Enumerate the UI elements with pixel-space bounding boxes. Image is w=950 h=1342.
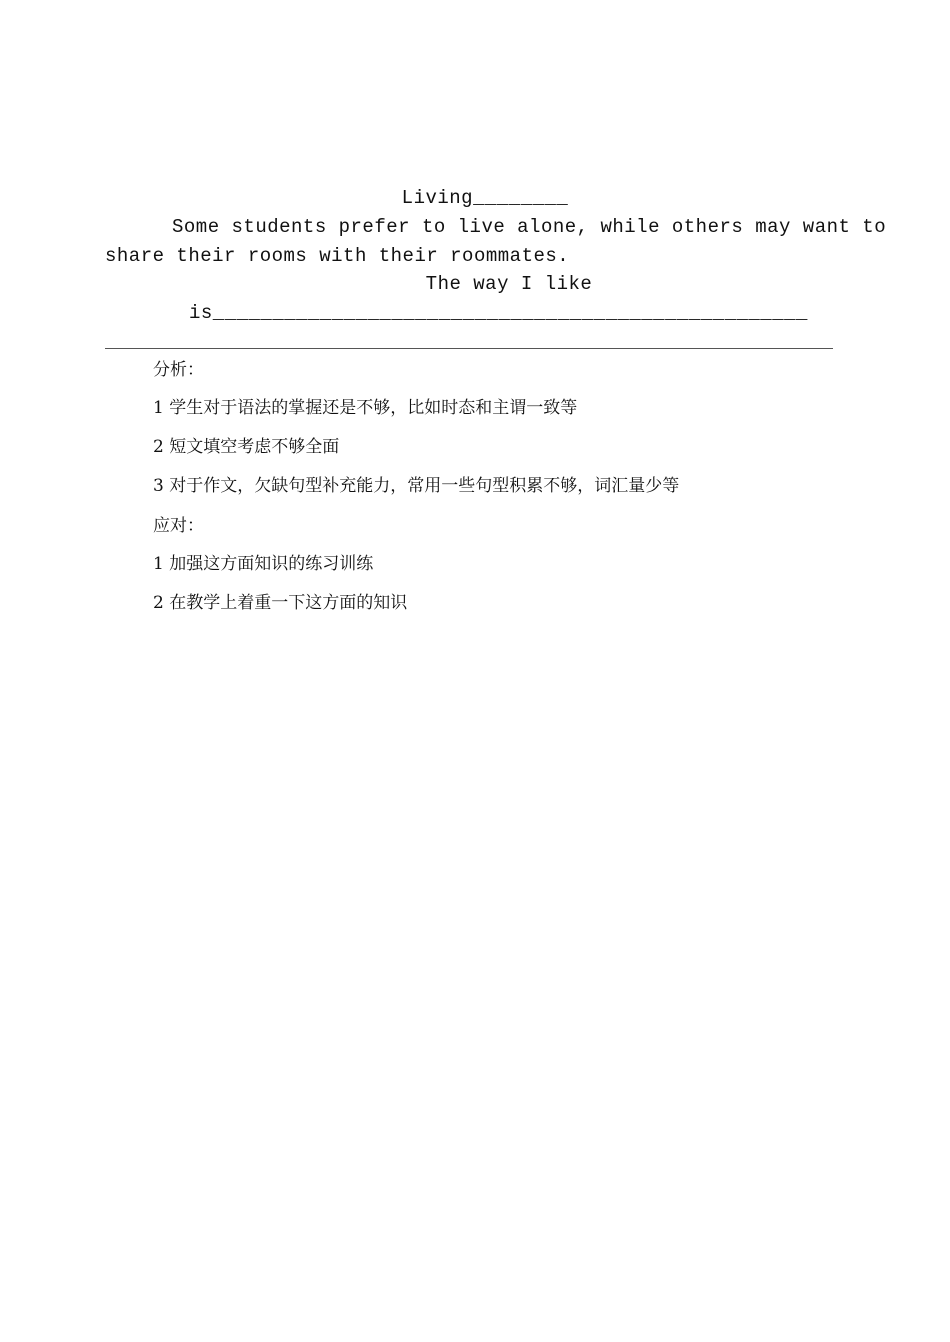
analysis-item: 1 学生对于语法的掌握还是不够，比如时态和主谓一致等 bbox=[153, 398, 578, 418]
essay-title: Living________ bbox=[401, 187, 569, 209]
answer-rule-line bbox=[105, 348, 833, 349]
analysis-item: 2 短文填空考虑不够全面 bbox=[153, 437, 340, 457]
response-item: 1 加强这方面知识的练习训练 bbox=[153, 554, 374, 574]
essay-is-line: is__________________________________________________ bbox=[189, 302, 808, 324]
essay-way-line: The way I like bbox=[425, 273, 593, 295]
response-heading: 应对： bbox=[153, 516, 204, 536]
analysis-item: 3 对于作文，欠缺句型补充能力，常用一些句型积累不够，词汇量少等 bbox=[153, 476, 680, 496]
essay-prompt-line: share their rooms with their roommates. bbox=[105, 245, 570, 267]
analysis-heading: 分析： bbox=[153, 360, 204, 380]
response-item: 2 在教学上着重一下这方面的知识 bbox=[153, 593, 408, 613]
essay-prompt-line: Some students prefer to live alone, while others may want to bbox=[172, 216, 887, 238]
